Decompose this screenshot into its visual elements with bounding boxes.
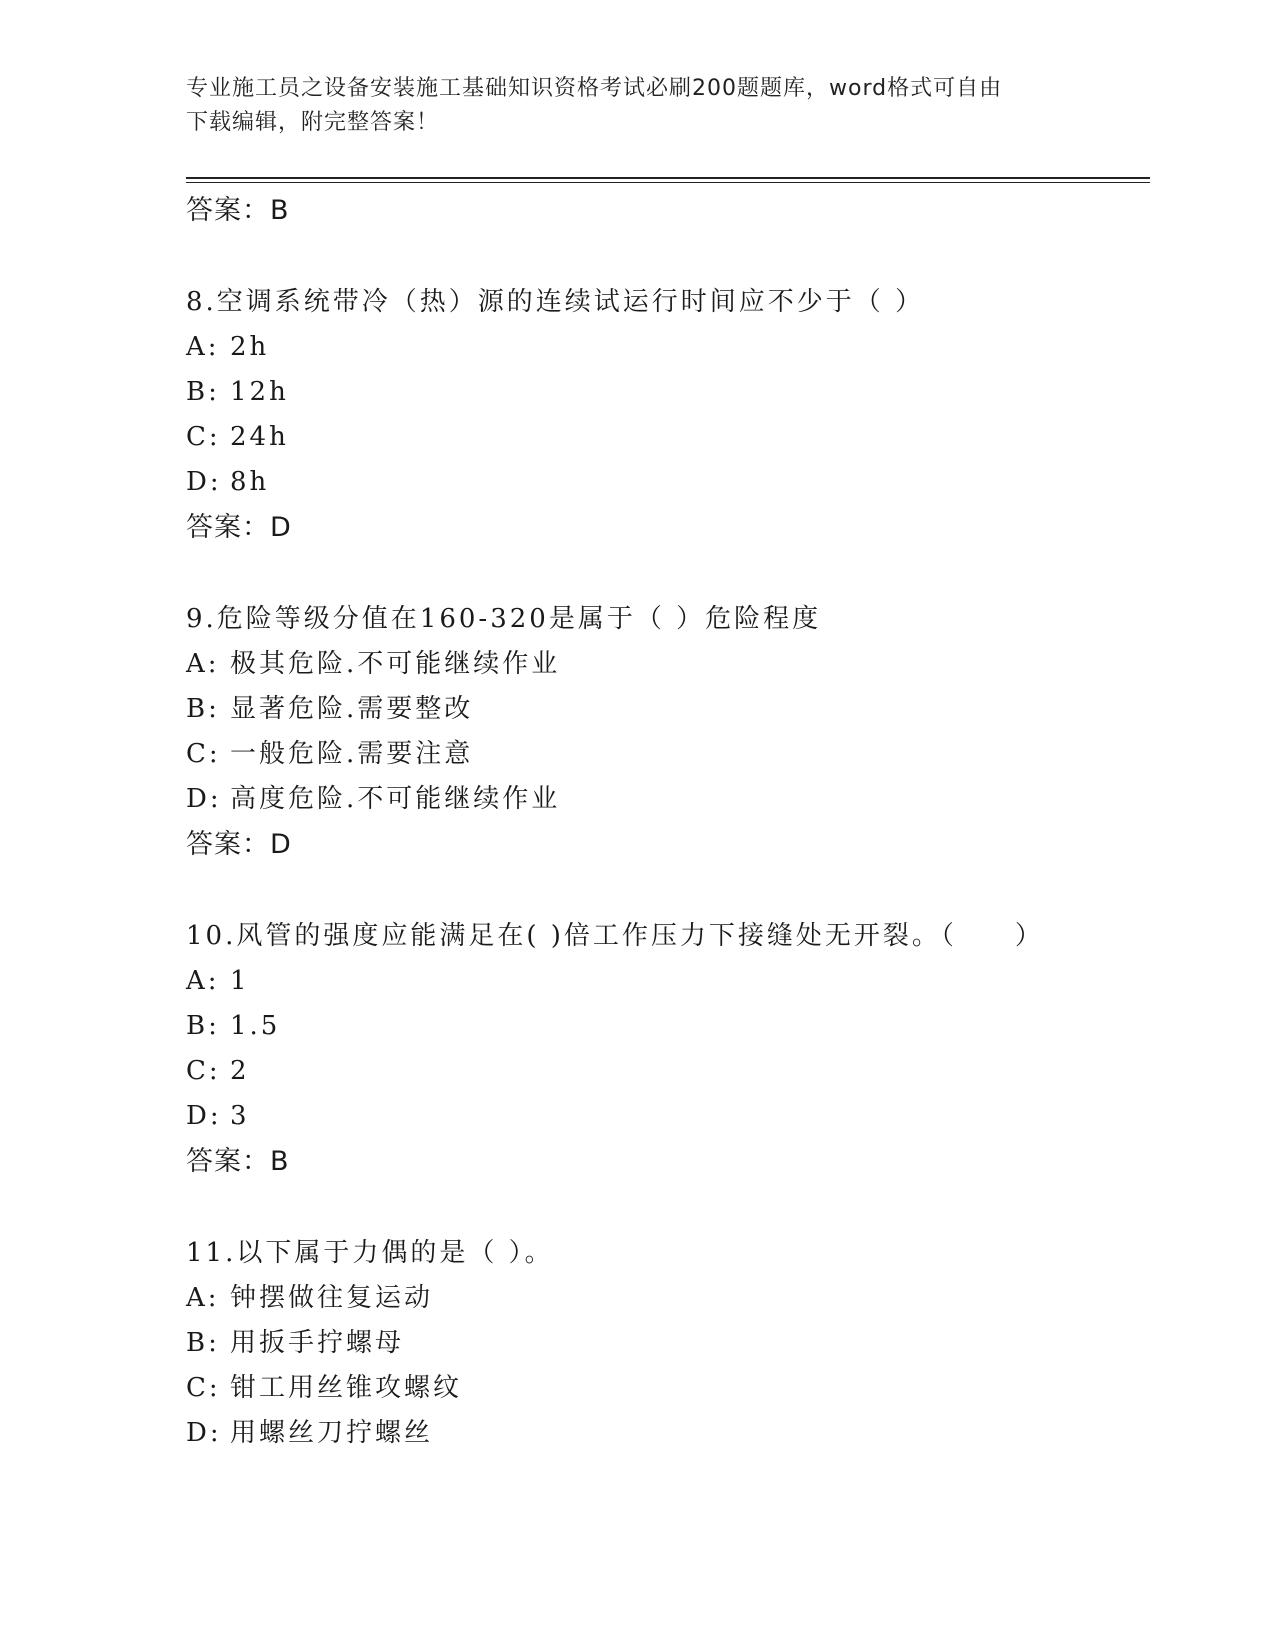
question-11 bbox=[186, 1230, 1150, 1456]
question-10 bbox=[186, 913, 1150, 1184]
option-letter: A: bbox=[186, 332, 220, 362]
option-text: 用螺丝刀拧螺丝 bbox=[230, 1418, 434, 1448]
previous-answer: 答案：B bbox=[186, 195, 290, 226]
option-text: 用扳手拧螺母 bbox=[230, 1328, 405, 1358]
question-text: 9.危险等级分值在160-320是属于（ ）危险程度 bbox=[186, 604, 822, 634]
option-text: 钟摆做往复运动 bbox=[230, 1283, 434, 1313]
option-letter: D: bbox=[186, 1418, 222, 1448]
option-letter: D: bbox=[186, 784, 222, 814]
question-text: 10.风管的强度应能满足在( )倍工作压力下接缝处无开裂。（ ） bbox=[186, 921, 1044, 951]
option-text: 极其危险.不可能继续作业 bbox=[230, 649, 561, 679]
header-divider-thick bbox=[186, 177, 1150, 179]
option-letter: A: bbox=[186, 649, 220, 679]
option-letter: B: bbox=[186, 1328, 220, 1358]
option-a bbox=[186, 959, 1150, 1004]
option-letter: C: bbox=[186, 1373, 221, 1403]
document-header bbox=[186, 72, 1066, 140]
option-a bbox=[186, 1276, 1150, 1321]
option-text: 一般危险.需要注意 bbox=[230, 739, 474, 769]
option-c bbox=[186, 1049, 1150, 1094]
option-d bbox=[186, 1094, 1150, 1139]
option-text: 2 bbox=[230, 1056, 250, 1086]
option-text: 8h bbox=[230, 467, 270, 497]
option-text: 钳工用丝锥攻螺纹 bbox=[230, 1373, 463, 1403]
option-letter: A: bbox=[186, 966, 220, 996]
question-8 bbox=[186, 279, 1150, 550]
option-text: 2h bbox=[230, 332, 270, 362]
option-text: 1.5 bbox=[230, 1011, 281, 1041]
option-text: 24h bbox=[230, 422, 289, 452]
option-text: 1 bbox=[230, 966, 250, 996]
question-text: 8.空调系统带冷（热）源的连续试运行时间应不少于（ ） bbox=[186, 287, 925, 317]
option-text: 显著危险.需要整改 bbox=[230, 694, 474, 724]
option-a bbox=[186, 325, 1150, 370]
answer-text: 答案：D bbox=[186, 512, 292, 543]
option-letter: B: bbox=[186, 1011, 220, 1041]
option-d bbox=[186, 777, 1150, 822]
header-line-2: 下载编辑，附完整答案！ bbox=[186, 110, 440, 135]
option-c bbox=[186, 415, 1150, 460]
header-line-1: 专业施工员之设备安装施工基础知识资格考试必刷200题题库，word格式可自由 bbox=[186, 76, 1003, 101]
option-letter: C: bbox=[186, 739, 221, 769]
option-b bbox=[186, 687, 1150, 732]
option-c bbox=[186, 732, 1150, 777]
answer-text: 答案：B bbox=[186, 1146, 290, 1177]
option-c bbox=[186, 1366, 1150, 1411]
option-letter: D: bbox=[186, 467, 222, 497]
option-text: 12h bbox=[230, 377, 289, 407]
question-list bbox=[186, 188, 1150, 1456]
question-text: 11.以下属于力偶的是（ ）。 bbox=[186, 1238, 554, 1268]
answer-text: 答案：D bbox=[186, 829, 292, 860]
option-letter: B: bbox=[186, 377, 220, 407]
option-letter: C: bbox=[186, 422, 221, 452]
option-d bbox=[186, 460, 1150, 505]
option-text: 3 bbox=[230, 1101, 250, 1131]
option-letter: A: bbox=[186, 1283, 220, 1313]
question-9 bbox=[186, 596, 1150, 867]
option-letter: C: bbox=[186, 1056, 221, 1086]
option-a bbox=[186, 642, 1150, 687]
option-d bbox=[186, 1411, 1150, 1456]
option-b bbox=[186, 370, 1150, 415]
option-b bbox=[186, 1004, 1150, 1049]
option-letter: B: bbox=[186, 694, 220, 724]
option-b bbox=[186, 1321, 1150, 1366]
header-divider-thin bbox=[186, 182, 1150, 183]
option-letter: D: bbox=[186, 1101, 222, 1131]
option-text: 高度危险.不可能继续作业 bbox=[230, 784, 561, 814]
